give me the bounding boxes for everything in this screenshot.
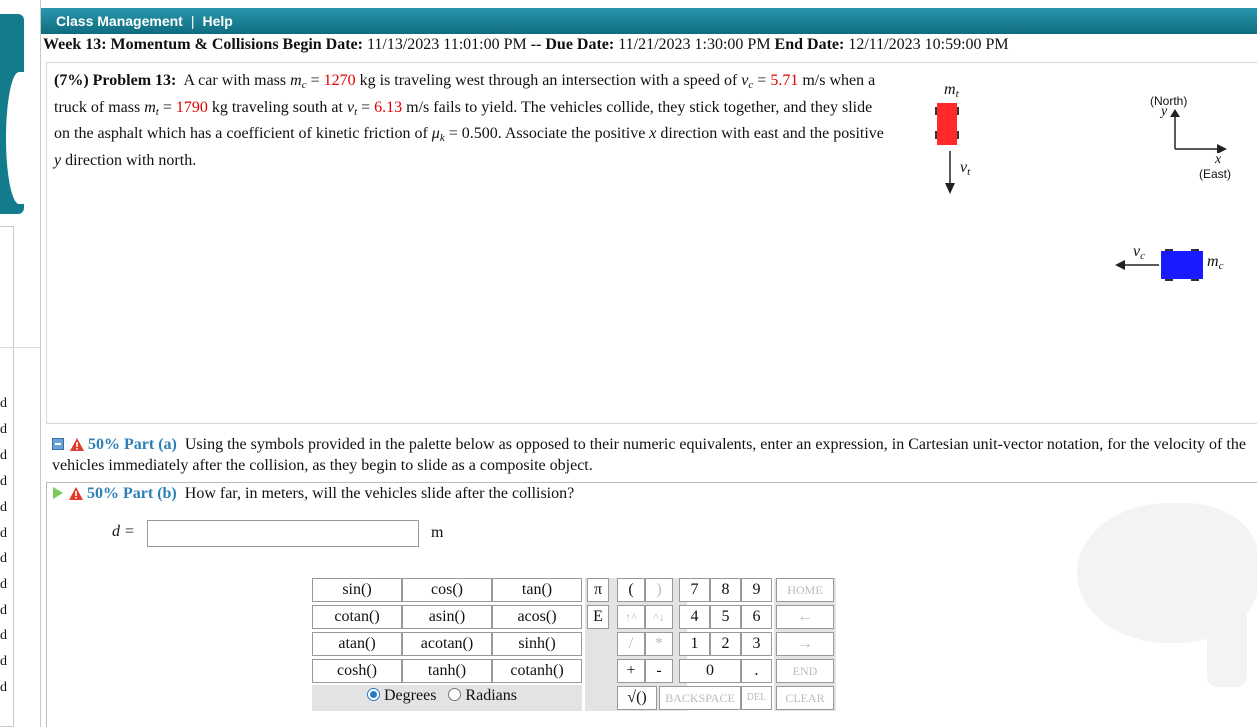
- e-button[interactable]: E: [587, 605, 609, 629]
- acotan-button[interactable]: acotan(): [402, 632, 492, 656]
- sqrt-button[interactable]: √(): [617, 686, 657, 710]
- acos-button[interactable]: acos(): [492, 605, 582, 629]
- sin-button[interactable]: sin(): [312, 578, 402, 602]
- nav-item[interactable]: d: [0, 551, 7, 566]
- due-date-label: Due Date:: [545, 36, 615, 53]
- part-b: [46, 483, 1257, 727]
- warning-icon: [70, 438, 84, 451]
- truck-velocity-arrow-icon: [943, 151, 957, 195]
- friction-value: 0.500: [461, 125, 498, 142]
- end-button[interactable]: END: [776, 659, 834, 683]
- problem-text: m/s fails to yield. The vehicles collide, they stick together, and they slide on the asphalt which has a coefficient of kinetic friction of: [54, 98, 873, 142]
- nav-item[interactable]: d: [0, 500, 7, 515]
- delete-button[interactable]: DEL: [741, 686, 772, 710]
- problem-text: direction with east and the positive: [660, 125, 884, 142]
- decimal-button[interactable]: .: [741, 659, 772, 683]
- problem-heading: (7%) Problem 13:: [54, 72, 177, 89]
- nav-item[interactable]: d: [0, 474, 7, 489]
- symbol-subscript: c: [301, 79, 307, 91]
- degrees-label: Degrees: [384, 687, 437, 704]
- due-date: 11/21/2023 1:30:00 PM: [618, 36, 771, 53]
- nav-item[interactable]: d: [0, 628, 7, 643]
- symbol-subscript: t: [155, 105, 159, 118]
- top-menu-bar: [41, 8, 1257, 34]
- symbol: x: [649, 125, 657, 142]
- date-separator: --: [530, 36, 542, 53]
- superscript-button: ↑^: [617, 605, 645, 629]
- axes-icon: [1169, 109, 1229, 153]
- problem-text: when a truck of mass: [54, 72, 876, 116]
- cotan-button[interactable]: cotan(): [312, 605, 402, 629]
- cosh-button[interactable]: cosh(): [312, 659, 402, 683]
- symbol: μ: [431, 125, 440, 142]
- problem-text: Associate the positive: [504, 125, 646, 142]
- radians-radio[interactable]: [448, 688, 461, 701]
- digit-6-button[interactable]: 6: [741, 605, 772, 629]
- cotanh-button[interactable]: cotanh(): [492, 659, 582, 683]
- nav-item[interactable]: d: [0, 422, 7, 437]
- left-paren-button[interactable]: (: [617, 578, 645, 602]
- car-velocity-arrow-icon: [1115, 258, 1161, 272]
- divide-button: /: [617, 632, 645, 656]
- problem-text: kg traveling south at: [211, 98, 343, 116]
- plus-button[interactable]: +: [617, 659, 645, 683]
- begin-date-label: Begin Date:: [282, 36, 363, 53]
- class-management-link[interactable]: Class Management: [56, 13, 183, 29]
- nav-item[interactable]: d: [0, 577, 7, 592]
- digit-4-button[interactable]: 4: [679, 605, 710, 629]
- part-b-label: 50% Part (b): [87, 485, 177, 502]
- atan-button[interactable]: atan(): [312, 632, 402, 656]
- digit-1-button[interactable]: 1: [679, 632, 710, 656]
- cursor-left-button[interactable]: ←: [776, 605, 834, 629]
- problem-text: is traveling west through an intersection with a speed of: [379, 72, 738, 89]
- truck-icon: [935, 103, 959, 149]
- pi-button[interactable]: π: [587, 578, 609, 602]
- end-date-label: End Date:: [774, 36, 845, 53]
- nav-item[interactable]: d: [0, 396, 7, 411]
- warning-icon: [69, 487, 83, 500]
- nav-item[interactable]: d: [0, 448, 7, 463]
- help-link[interactable]: Help: [202, 13, 233, 29]
- radians-label: Radians: [465, 687, 517, 704]
- begin-date: 11/13/2023 11:01:00 PM: [366, 36, 527, 53]
- digit-7-button[interactable]: 7: [679, 578, 710, 602]
- digit-0-button[interactable]: 0: [679, 659, 741, 683]
- menu-separator: |: [190, 13, 195, 29]
- car-velocity-label: $v_c$: [1133, 243, 1145, 262]
- cursor-right-button[interactable]: →: [776, 632, 834, 656]
- car-mass-label: $m_c$: [1207, 253, 1224, 272]
- expand-icon[interactable]: [53, 487, 63, 499]
- nav-item[interactable]: d: [0, 526, 7, 541]
- y-axis-label: y: [1161, 104, 1168, 119]
- degrees-radio[interactable]: [367, 688, 380, 701]
- background-shape: [1207, 603, 1247, 687]
- truck-speed-value: 6.13: [374, 98, 403, 116]
- digit-9-button[interactable]: 9: [741, 578, 772, 602]
- symbol: v: [741, 72, 749, 89]
- digit-3-button[interactable]: 3: [741, 632, 772, 656]
- part-a: [46, 434, 1257, 476]
- truck-mass-value: 1790: [175, 98, 208, 116]
- truck-velocity-label: $v_t$: [960, 159, 971, 178]
- main-content: [40, 0, 1257, 727]
- symbol: y: [54, 151, 62, 169]
- collapse-icon[interactable]: [52, 438, 64, 450]
- clear-button[interactable]: CLEAR: [776, 686, 834, 710]
- unit: kg: [359, 72, 376, 89]
- north-label: (North): [1150, 94, 1188, 108]
- symbol-subscript: c: [748, 79, 754, 91]
- car-icon: [1161, 249, 1205, 283]
- unit: m/s: [802, 72, 826, 89]
- answer-input[interactable]: [147, 520, 419, 547]
- problem-panel: [46, 62, 1257, 424]
- east-label: (East): [1199, 167, 1232, 181]
- cos-button[interactable]: cos(): [402, 578, 492, 602]
- symbol: m: [290, 72, 302, 89]
- multiply-button: *: [645, 632, 673, 656]
- digit-8-button[interactable]: 8: [710, 578, 741, 602]
- problem-statement: (7%) Problem 13: A car with mass $m_c = 1270$ kg is traveling west through an intersection with a speed of $v_c = 5.71$ m/s when a truck of mass $m_t = 1790$ kg traveling south at $v_t = 6.13$ m/s fails to yield. The vehicles collide, they stick together, and they slide on the asphalt which has a coefficient of kinetic friction of $\mu_k = 0.500$. Associate the positive x direction with east and the positive y direction with north.: [54, 72, 884, 169]
- nav-item[interactable]: d: [0, 603, 7, 618]
- symbol-subscript: k: [439, 132, 445, 144]
- part-b-header: [53, 485, 574, 503]
- car-speed-value: 5.71: [770, 72, 799, 89]
- right-paren-button: ): [645, 578, 673, 602]
- symbol-subscript: t: [354, 105, 358, 118]
- part-a-label: 50% Part (a): [88, 436, 177, 453]
- left-strip: [0, 0, 40, 727]
- tanh-button[interactable]: tanh(): [402, 659, 492, 683]
- sinh-button[interactable]: sinh(): [492, 632, 582, 656]
- car-mass-value: 1270: [323, 72, 356, 89]
- x-axis-label: x: [1215, 152, 1222, 167]
- logo-fragment: [0, 14, 24, 214]
- symbol: v: [346, 98, 355, 116]
- week-title: Week 13: Momentum & Collisions: [43, 36, 279, 53]
- problem-text: direction with north.: [65, 151, 197, 169]
- asin-button[interactable]: asin(): [402, 605, 492, 629]
- answer-unit: m: [431, 524, 444, 541]
- part-a-text: Using the symbols provided in the palette below as opposed to their numeric equivalents, enter an expression, in Cartesian unit-vector notation, for the velocity of the vehicles immediately after the collision, as they begin to slide as a composite object.: [52, 436, 1246, 474]
- digit-2-button[interactable]: 2: [710, 632, 741, 656]
- part-b-text: How far, in meters, will the vehicles slide after the collision?: [184, 485, 575, 502]
- angle-mode-selector: [367, 687, 517, 705]
- backspace-button[interactable]: BACKSPACE: [659, 686, 741, 710]
- symbol: m: [144, 98, 156, 116]
- truck-mass-label: $m_t$: [944, 81, 959, 100]
- nav-item[interactable]: d: [0, 680, 7, 695]
- minus-button[interactable]: -: [645, 659, 673, 683]
- end-date: 12/11/2023 10:59:00 PM: [848, 36, 1009, 53]
- digit-5-button[interactable]: 5: [710, 605, 741, 629]
- problem-text: A car with mass: [183, 72, 287, 89]
- home-button[interactable]: HOME: [776, 578, 834, 602]
- assignment-dates: [43, 36, 1009, 54]
- subscript-button: ^↓: [645, 605, 673, 629]
- tan-button[interactable]: tan(): [492, 578, 582, 602]
- answer-variable: d =: [112, 523, 135, 540]
- nav-item[interactable]: d: [0, 654, 7, 669]
- divider: [0, 347, 40, 348]
